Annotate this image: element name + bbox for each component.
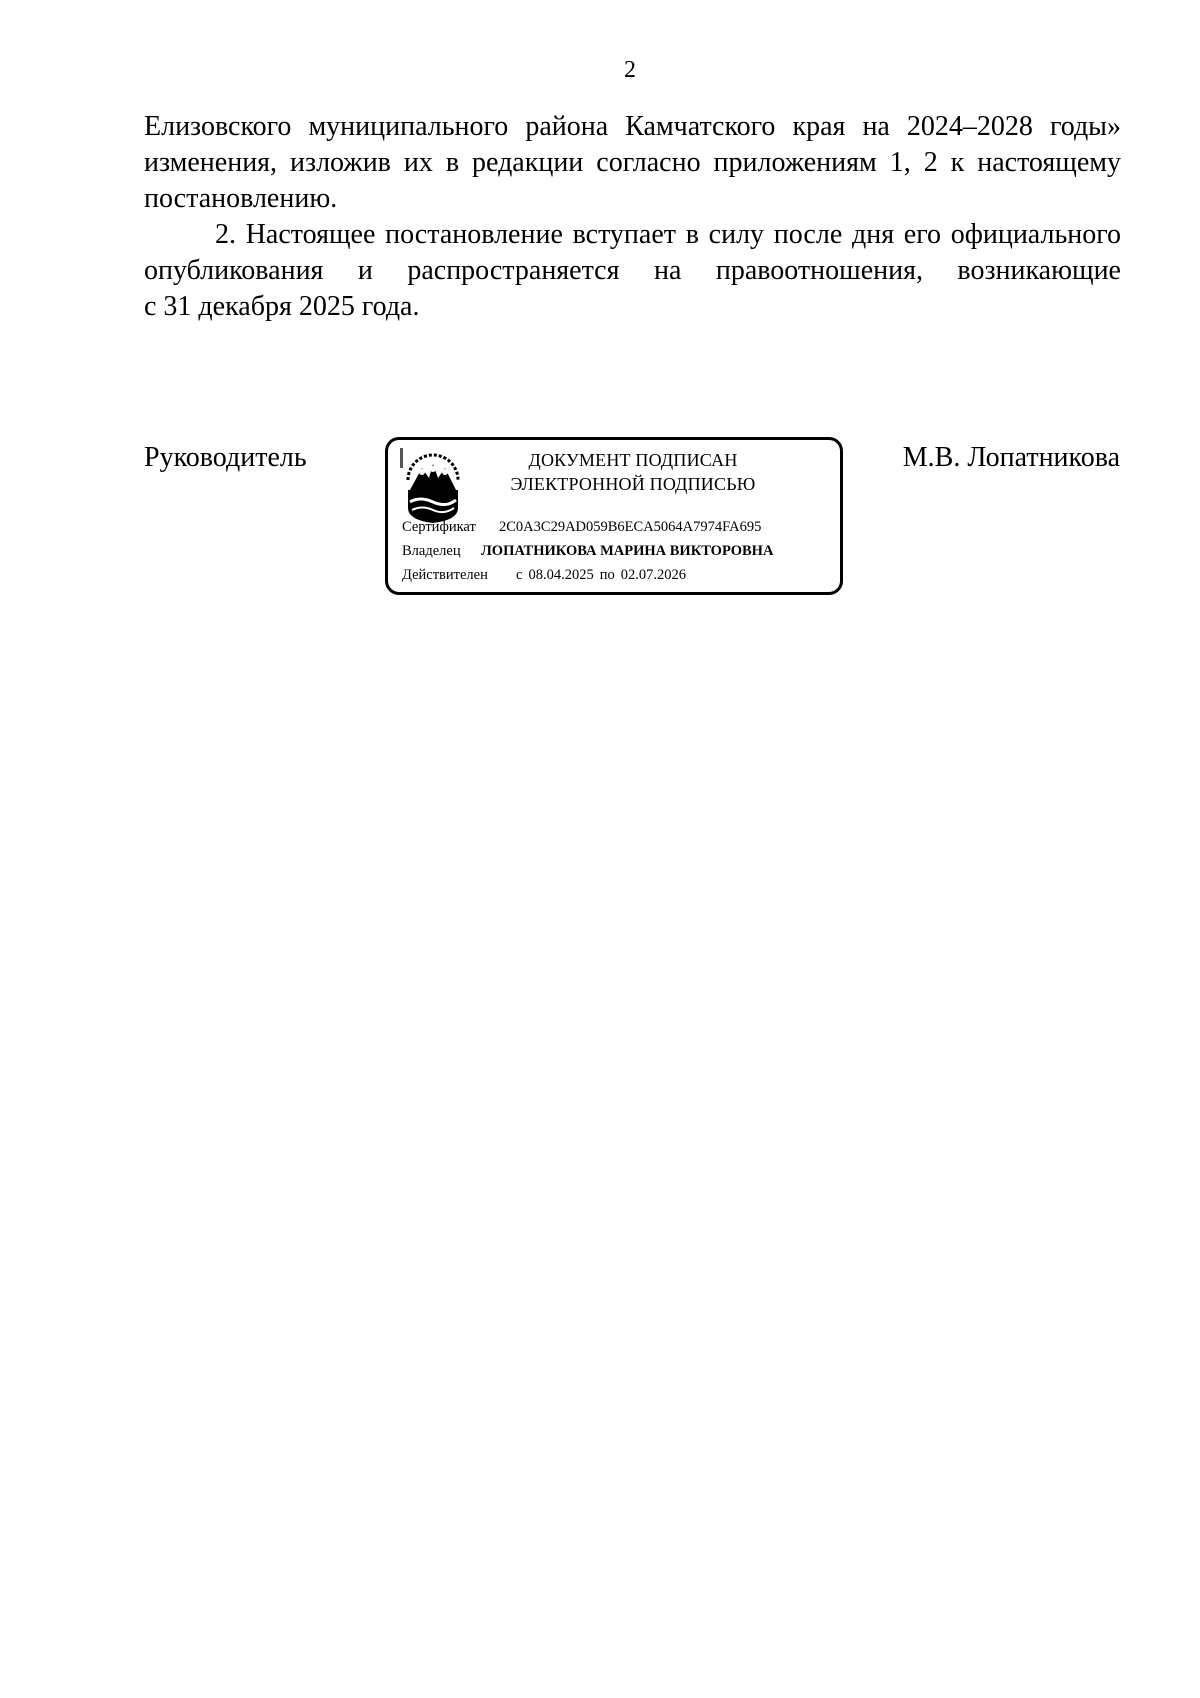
paragraph-1-line-2: изменения, изложив их в редакции согласно приложениям 1, 2 к настоящему [144,147,1121,178]
paragraph-1 [144,109,1121,217]
paragraph-2-line-3: с 31 декабря 2025 года. [144,291,420,322]
signer-name: М.В. Лопатникова [902,442,1120,473]
valid-to-date: 02.07.2026 [620,567,686,583]
paragraph-2 [144,217,1121,325]
valid-from-prefix: с [516,567,523,583]
validity-label: Действителен [402,567,488,583]
signer-title: Руководитель [144,442,307,473]
stamp-certificate-row [402,518,761,536]
kamchatka-coat-of-arms-icon [402,450,464,524]
stamp-validity-row [402,566,686,584]
stamp-heading-line-1: ДОКУМЕНТ ПОДПИСАН [528,450,738,470]
owner-label: Владелец [402,543,461,559]
document-body [144,109,1121,325]
certificate-label: Сертификат [402,519,476,535]
valid-from-date: 08.04.2025 [528,567,594,583]
electronic-signature-stamp [385,437,843,595]
stamp-heading-line-2: ЭЛЕКТРОННОЙ ПОДПИСЬЮ [510,474,756,494]
paragraph-2-line-1: 2. Настоящее постановление вступает в силу после дня его официального [215,219,1121,250]
paragraph-1-line-3: постановлению. [144,183,338,214]
paragraph-2-line-2: опубликования и распространяется на правоотношения, возникающие [144,255,1121,286]
valid-to-prefix: по [599,567,615,583]
stamp-owner-row [402,542,773,560]
page-number: 2 [624,57,636,83]
paragraph-1-line-1: Елизовского муниципального района Камчатского края на 2024–2028 годы» [144,111,1121,142]
stamp-heading [488,448,778,496]
certificate-value: 2C0A3C29AD059B6ECA5064A7974FA695 [499,519,762,535]
owner-value: ЛОПАТНИКОВА МАРИНА ВИКТОРОВНА [481,543,774,559]
